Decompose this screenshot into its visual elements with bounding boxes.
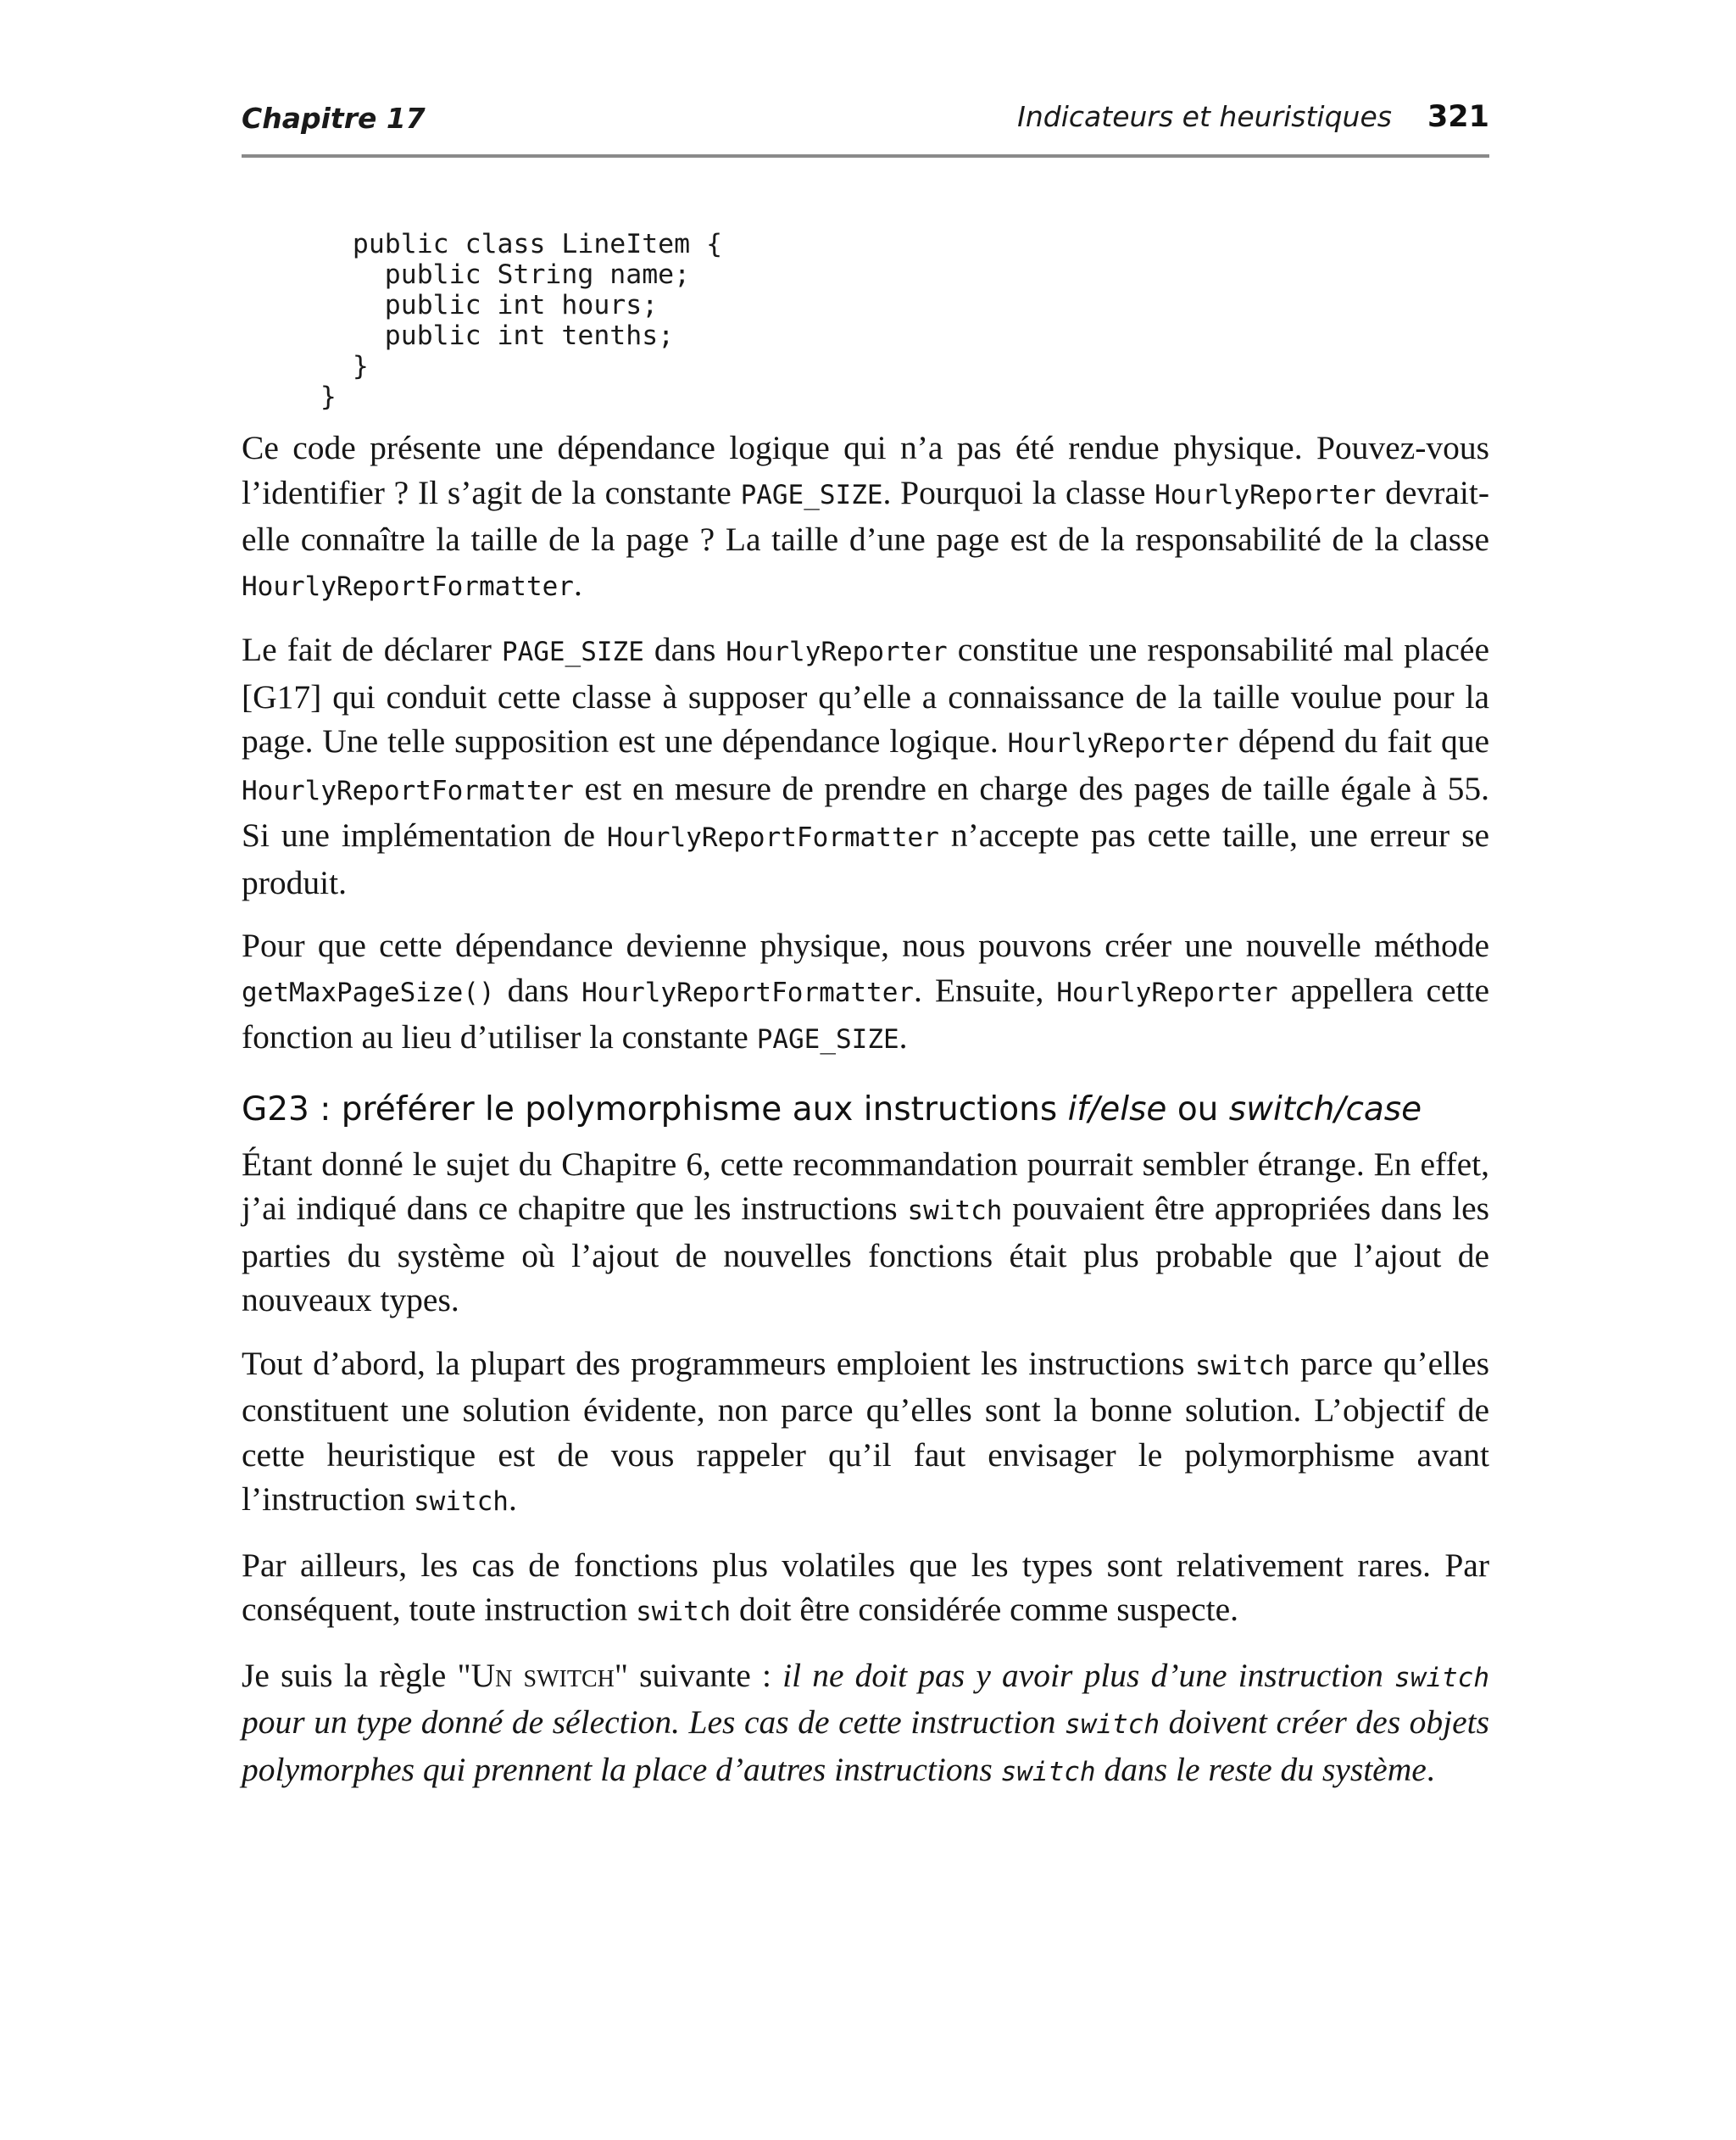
inline-code: HourlyReportFormatter (581, 977, 915, 1008)
text: pouvaient être appropriées dans les parties du système où l’ajout de nouvelles fonctions était plus probable que l’ajout de nouveaux types. (242, 1190, 1489, 1318)
inline-code: switch (636, 1597, 732, 1627)
text: G23 : préférer le polymorphisme aux instructions (242, 1090, 1068, 1129)
italic-text: switch/case (1228, 1090, 1422, 1129)
inline-code: PAGE_SIZE (740, 479, 883, 510)
inline-code: HourlyReporter (1007, 728, 1229, 759)
text: appellera cette fonction au lieu d’utiliser la constante (242, 971, 1490, 1056)
page-header (242, 95, 1489, 158)
text: . Ensuite, (914, 971, 1057, 1009)
text: Le fait de déclarer (242, 631, 502, 668)
page-number: 321 (1427, 100, 1489, 134)
body-text (242, 426, 1489, 1813)
inline-code: getMaxPageSize() (242, 977, 495, 1008)
italic-text: doivent créer des objets polymorphes qui prennent la place d’autres instructions (242, 1703, 1490, 1788)
text: Tout d’abord, la plupart des programmeurs emploient les instructions (242, 1344, 1195, 1382)
text: . (1426, 1750, 1435, 1788)
text: . (573, 565, 582, 603)
text: Ce code présente une dépendance logique qui n’a pas été rendue physique. Pouvez-vous l’identifier ? Il s’agit de la constante (242, 429, 1489, 511)
inline-code: HourlyReportFormatter (242, 775, 574, 806)
text: Par ailleurs, les cas de fonctions plus volatiles que les types sont relativement rares. Par conséquent, toute instruction (242, 1546, 1489, 1628)
section-title: Indicateurs et heuristiques (1017, 100, 1392, 133)
text: . (508, 1480, 517, 1518)
paragraph-5 (242, 1341, 1489, 1524)
italic-text: pour un type donné de sélection. Les cas de cette instruction (242, 1703, 1066, 1741)
paragraph-6 (242, 1543, 1489, 1635)
code-block: public class LineItem { public String name; public int hours; public int tenths; } } (320, 229, 723, 412)
text: dépend du fait que (1228, 722, 1489, 760)
italic-text: il ne doit pas y avoir plus d’une instruction (782, 1656, 1395, 1694)
inline-code: switch (1065, 1709, 1160, 1740)
inline-code: HourlyReportFormatter (242, 571, 574, 602)
text: Pour que cette dépendance devienne physique, nous pouvons créer une nouvelle méthode (242, 927, 1489, 964)
text: Étant donné le sujet du Chapitre 6, cette recommandation pourrait sembler étrange. En effet, j’ai indiqué dans ce chapitre que les instructions (242, 1145, 1489, 1227)
text: devrait-elle connaître la taille de la page ? La taille d’une page est de la responsabilité de la classe (242, 473, 1489, 558)
inline-code: switch (1000, 1756, 1096, 1787)
inline-code: PAGE_SIZE (501, 637, 644, 667)
text: . Pourquoi la classe (882, 473, 1155, 511)
text: n’accepte pas cette taille, une erreur se produit. (242, 816, 1489, 901)
inline-code: HourlyReporter (1056, 977, 1278, 1008)
inline-code: HourlyReporter (726, 637, 948, 667)
inline-code: HourlyReportFormatter (606, 822, 939, 853)
italic-text: dans le reste du système (1095, 1750, 1427, 1788)
paragraph-7 (242, 1653, 1489, 1795)
inline-code: switch (1394, 1662, 1490, 1693)
chapter-label: Chapitre 17 (242, 102, 426, 135)
inline-code: HourlyReporter (1155, 479, 1377, 510)
paragraph-4 (242, 1142, 1489, 1323)
text: dans (643, 631, 726, 668)
inline-code: switch (1194, 1350, 1290, 1381)
text: parce qu’elles constituent une solution évidente, non parce qu’elles sont la bonne solution. L’objectif de cette heuristique est de vous rappeler qu’il faut envisager le polymorphisme avant l’instruction (242, 1344, 1489, 1518)
inline-code: switch (413, 1486, 509, 1517)
small-caps-text: Un switch (470, 1656, 615, 1694)
text: " suivante : (614, 1656, 783, 1694)
header-right (1017, 100, 1489, 134)
text: dans (494, 971, 582, 1009)
paragraph-3 (242, 923, 1489, 1062)
text: Je suis la règle " (242, 1656, 471, 1694)
text: . (899, 1018, 908, 1056)
text: ou (1166, 1090, 1229, 1129)
section-heading-g23 (242, 1088, 1489, 1132)
text: est en mesure de prendre en charge des pages de taille égale à 55. Si une implémentation de (242, 769, 1489, 854)
text: doit être considérée comme suspecte. (731, 1591, 1238, 1628)
paragraph-2 (242, 627, 1489, 905)
text: constitue une responsabilité mal placée [G17] qui conduit cette classe à supposer qu’elle a connaissance de la taille voulue pour la page. Une telle supposition est une dépendance logique. (242, 631, 1489, 760)
paragraph-1 (242, 426, 1489, 609)
italic-text: if/else (1067, 1090, 1167, 1129)
inline-code: switch (907, 1195, 1003, 1226)
inline-code: PAGE_SIZE (756, 1024, 899, 1055)
